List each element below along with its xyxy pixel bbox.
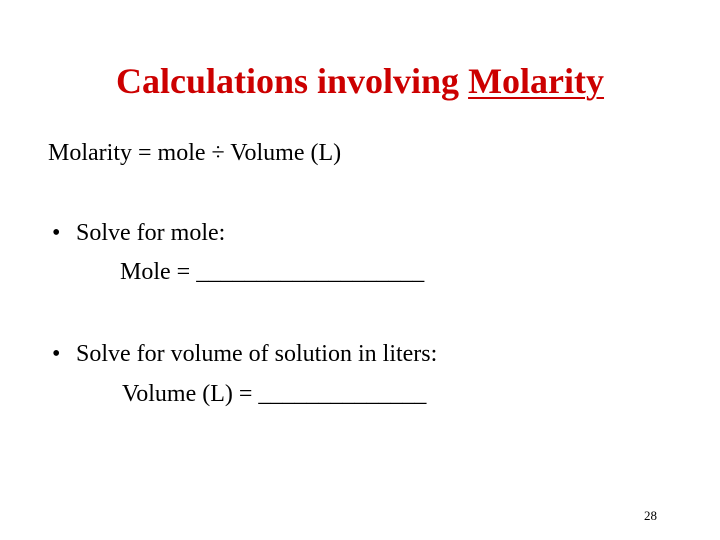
title-prefix: Calculations involving (115, 61, 469, 101)
bullet-item-solve-volume (52, 341, 437, 368)
slide-title (0, 60, 720, 102)
title-emphasis: Molarity (468, 61, 605, 101)
bullet-icon: • (52, 220, 61, 246)
bullet-item-solve-mole (52, 220, 225, 247)
molarity-formula: Molarity = mole ÷ Volume (L) (48, 140, 342, 166)
answer-line-volume: Volume (L) = ______________ (122, 381, 427, 407)
bullet-prompt: Solve for volume of solution in liters: (76, 341, 438, 367)
bullet-prompt: Solve for mole: (76, 220, 226, 246)
bullet-icon: • (52, 341, 61, 367)
page-number: 28 (644, 508, 657, 523)
answer-line-mole: Mole = ___________________ (120, 259, 425, 285)
